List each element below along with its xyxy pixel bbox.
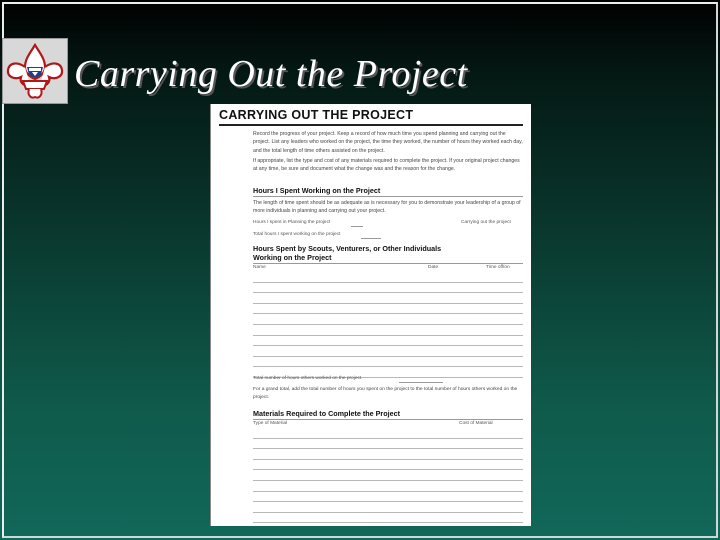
intro-paragraph-2: If appropriate, list the type and cost of any materials required to complete the project. If your original project changes at any time, be sure and document what the change was and the reason for the change.: [253, 158, 520, 173]
section-rule: [253, 196, 523, 197]
section-hours-i-spent-text: The length of time spent should be as adequate as is necessary for you to demonstrate your leadership of a group of more individuals in planning and carrying out your project.: [253, 200, 521, 215]
column-type-of-material: Type of Material: [253, 421, 288, 426]
others-entry-lines: [253, 272, 523, 378]
scout-emblem-logo: [2, 38, 68, 104]
carrying-out-field: Carrying out the project: [461, 220, 511, 225]
worksheet-page: [210, 104, 531, 526]
intro-paragraph-1: Record the progress of your project. Keep a record of how much time you spend planning and carrying out the project. List any leaders who worked on the project, the time they worked, the number of hours they worked each day, and the total length of time others assisted on the project.: [253, 131, 523, 154]
others-total-line: [399, 382, 443, 383]
planning-hours-line: [351, 226, 363, 227]
section-others-title-2: Working on the Project: [253, 253, 332, 262]
total-hours-field: Total hours I spent working on the project: [253, 232, 341, 237]
section-rule: [253, 263, 523, 264]
fleur-de-lis-icon: [3, 39, 67, 103]
planning-hours-field: Hours I spent in Planning the project: [253, 220, 331, 225]
column-time: Time off/on: [486, 265, 510, 270]
section-hours-i-spent-title: Hours I Spent Working on the Project: [253, 186, 381, 195]
column-date: Date: [428, 265, 439, 270]
section-materials-title: Materials Required to Complete the Project: [253, 409, 400, 418]
others-total-field: Total number of hours others worked on the project: [253, 376, 362, 381]
materials-entry-lines: [253, 428, 523, 523]
section-rule: [253, 419, 523, 420]
grand-total-text: For a grand total, add the total number of hours you spent on the project to the total number of hours others worked on the project.: [253, 387, 518, 401]
total-hours-line: [361, 238, 381, 239]
worksheet-heading: CARRYING OUT THE PROJECT: [219, 108, 414, 122]
heading-rule: [219, 124, 523, 126]
slide-title: Carrying Out the Project: [74, 53, 468, 95]
column-name: Name: [253, 265, 266, 270]
column-cost-of-material: Cost of Material: [459, 421, 493, 426]
section-others-title-1: Hours Spent by Scouts, Venturers, or Other Individuals: [253, 244, 442, 253]
